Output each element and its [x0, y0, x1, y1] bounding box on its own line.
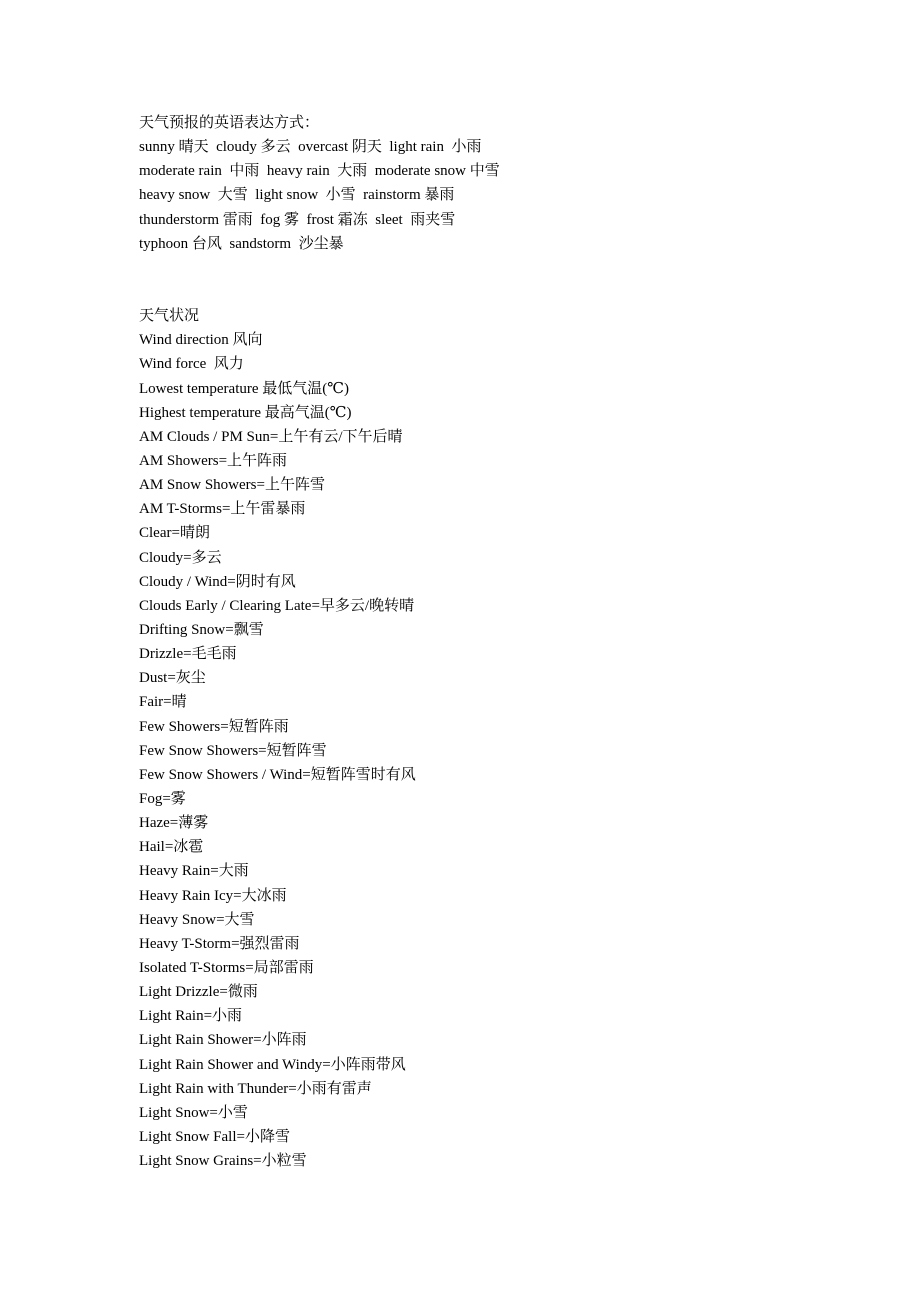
- condition-line: AM Showers=上午阵雨: [139, 452, 288, 469]
- condition-line: AM Snow Showers=上午阵雪: [139, 477, 325, 494]
- condition-line: Fair=晴: [139, 694, 187, 711]
- condition-line: Dust=灰尘: [139, 670, 206, 687]
- intro-line: sunny 晴天 cloudy 多云 overcast 阴天 light rain 小雨: [139, 139, 482, 156]
- condition-line: Drizzle=毛毛雨: [139, 646, 237, 663]
- condition-line: AM Clouds / PM Sun=上午有云/下午后晴: [139, 428, 403, 445]
- intro-line: thunderstorm 雷雨 fog 雾 frost 霜冻 sleet 雨夹雪: [139, 211, 456, 228]
- condition-line: Heavy Rain Icy=大冰雨: [139, 887, 287, 904]
- condition-line: Light Snow Fall=小降雪: [139, 1128, 290, 1145]
- condition-line: Wind force 风力: [139, 356, 244, 373]
- condition-line: Highest temperature 最高气温(℃): [139, 404, 352, 421]
- condition-line: Light Snow=小雪: [139, 1104, 248, 1121]
- condition-line: Haze=薄雾: [139, 815, 209, 832]
- condition-line: Few Showers=短暂阵雨: [139, 718, 289, 735]
- condition-line: Light Rain Shower and Windy=小阵雨带风: [139, 1056, 406, 1073]
- condition-line: Light Snow Grains=小粒雪: [139, 1153, 307, 1170]
- condition-line: Heavy Snow=大雪: [139, 911, 255, 928]
- condition-line: Lowest temperature 最低气温(℃): [139, 380, 350, 397]
- condition-line: Cloudy / Wind=阴时有风: [139, 573, 296, 590]
- condition-line: Hail=冰雹: [139, 839, 204, 856]
- condition-line: Wind direction 风向: [139, 332, 263, 349]
- condition-line: Light Rain Shower=小阵雨: [139, 1032, 307, 1049]
- condition-line: Fog=雾: [139, 790, 186, 807]
- intro-heading: 天气预报的英语表达方式：: [139, 115, 320, 131]
- condition-line: Light Rain with Thunder=小雨有雷声: [139, 1080, 372, 1097]
- section-spacer: [139, 256, 859, 304]
- condition-line: Light Drizzle=微雨: [139, 984, 258, 1001]
- condition-line: Drifting Snow=飘雪: [139, 621, 264, 638]
- condition-line: Isolated T-Storms=局部雷雨: [139, 959, 314, 976]
- document-page: [139, 111, 859, 1173]
- condition-line: Few Snow Showers / Wind=短暂阵雪时有风: [139, 766, 416, 783]
- condition-line: AM T-Storms=上午雷暴雨: [139, 501, 306, 518]
- condition-line: Light Rain=小雨: [139, 1008, 243, 1025]
- condition-line: Clear=晴朗: [139, 525, 210, 542]
- intro-line: typhoon 台风 sandstorm 沙尘暴: [139, 235, 344, 252]
- condition-line: Cloudy=多云: [139, 549, 222, 566]
- conditions-list: [139, 328, 859, 1173]
- intro-line: heavy snow 大雪 light snow 小雪 rainstorm 暴雨: [139, 187, 455, 204]
- condition-line: Few Snow Showers=短暂阵雪: [139, 742, 327, 759]
- condition-line: Heavy T-Storm=强烈雷雨: [139, 935, 300, 952]
- conditions-heading: 天气状况: [139, 308, 200, 325]
- condition-line: Clouds Early / Clearing Late=早多云/晚转晴: [139, 597, 415, 614]
- condition-line: Heavy Rain=大雨: [139, 863, 249, 880]
- intro-line: moderate rain 中雨 heavy rain 大雨 moderate snow 中雪: [139, 163, 500, 180]
